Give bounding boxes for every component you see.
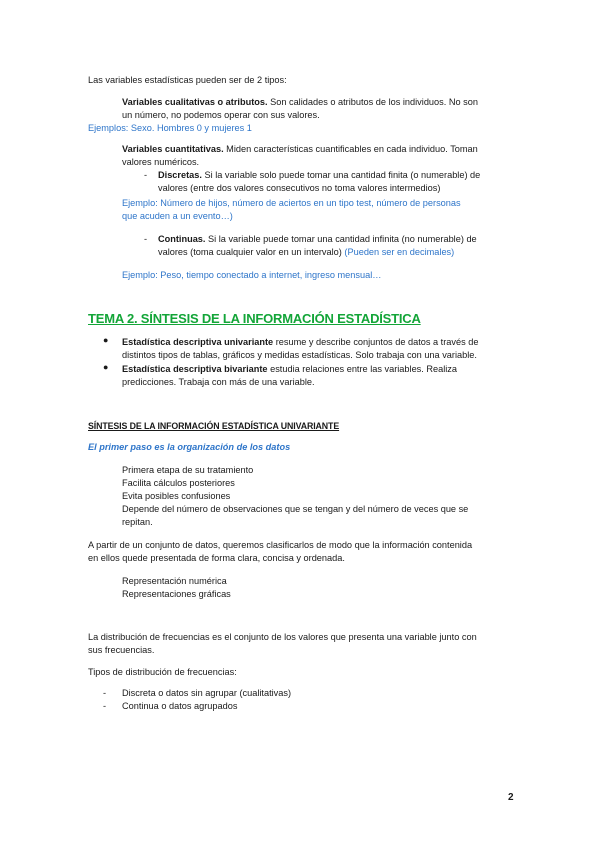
cualitativas-line-2: un número, no podemos operar con sus valores. xyxy=(122,110,320,120)
distribucion-line-2: sus frecuencias. xyxy=(88,645,155,655)
continuas-note: (Pueden ser en decimales) xyxy=(344,247,455,257)
step-item: Evita posibles confusiones xyxy=(122,491,231,501)
cuantitativas-line-1 xyxy=(122,143,478,156)
continuas-title: Continuas. xyxy=(158,234,206,244)
intro-text: Las variables estadísticas pueden ser de 2 tipos: xyxy=(88,75,287,85)
bullet-marker-bivariante: ● xyxy=(103,362,109,372)
continuas-line-2 xyxy=(158,246,454,259)
page-number: 2 xyxy=(508,792,514,803)
bullet-bivariante-line-1 xyxy=(122,363,457,376)
cualitativas-text-1: Son calidades o atributos de los individuos. No son xyxy=(267,97,478,107)
tipo-dash: - xyxy=(103,688,107,698)
sintesis-heading: SÍNTESIS DE LA INFORMACIÓN ESTADÍSTICA UNIVARIANTE xyxy=(88,421,340,431)
discretas-dash: - xyxy=(144,170,148,180)
representacion-item: Representaciones gráficas xyxy=(122,589,231,599)
continuas-dash: - xyxy=(144,234,148,244)
distribucion-line-1: La distribución de frecuencias es el conjunto de los valores que presenta una variable junto con xyxy=(88,632,477,642)
cuantitativas-line-2: valores numéricos. xyxy=(122,157,200,167)
cualitativas-line-1 xyxy=(122,96,478,109)
tipo-item: Discreta o datos sin agrupar (cualitativas) xyxy=(122,688,292,698)
bullet-univariante-line-2: distintos tipos de tablas, gráficos y medidas estadísticas. Solo trabaja con una variable. xyxy=(122,350,477,360)
continuas-text-1: Si la variable puede tomar una cantidad infinita (no numerable) de xyxy=(205,234,477,244)
cuantitativas-title: Variables cuantitativas. xyxy=(122,144,224,154)
sintesis-para-line-1: A partir de un conjunto de datos, queremos clasificarlos de modo que la información contenida xyxy=(88,540,473,550)
discretas-text-1: Si la variable solo puede tomar una cantidad finita (o numerable) de xyxy=(201,170,481,180)
cualitativas-title: Variables cualitativas o atributos. xyxy=(122,97,268,107)
step-item: Depende del número de observaciones que se tengan y del número de veces que se xyxy=(122,504,469,514)
tipos-title: Tipos de distribución de frecuencias: xyxy=(88,667,237,677)
tipo-item: Continua o datos agrupados xyxy=(122,701,238,711)
sintesis-para-line-2: en ellos quede presentada de forma clara, concisa y ordenada. xyxy=(88,553,345,563)
continuas-example: Ejemplo: Peso, tiempo conectado a internet, ingreso mensual… xyxy=(122,270,382,280)
continuas-line-1 xyxy=(158,233,477,246)
tema2-heading: TEMA 2. SÍNTESIS DE LA INFORMACIÓN ESTADÍSTICA xyxy=(88,311,421,326)
bivariante-title: Estadística descriptiva bivariante xyxy=(122,364,268,374)
tipo-dash: - xyxy=(103,701,107,711)
bullet-bivariante-line-2: predicciones. Trabaja con más de una variable. xyxy=(122,377,315,387)
cuantitativas-text-1: Miden características cuantificables en cada individuo. Toman xyxy=(223,144,478,154)
representacion-item: Representación numérica xyxy=(122,576,227,586)
univariante-text-1: resume y describe conjuntos de datos a través de xyxy=(273,337,479,347)
bullet-marker-univariante: ● xyxy=(103,335,109,345)
discretas-title: Discretas. xyxy=(158,170,202,180)
discretas-example-2: que acuden a un evento…) xyxy=(122,211,233,221)
discretas-example-1: Ejemplo: Número de hijos, número de aciertos en un tipo test, número de personas xyxy=(122,198,461,208)
discretas-line-1 xyxy=(158,169,480,182)
cualitativas-example: Ejemplos: Sexo. Hombres 0 y mujeres 1 xyxy=(88,123,252,133)
bivariante-text-1: estudia relaciones entre las variables. Realiza xyxy=(267,364,458,374)
step-item: Facilita cálculos posteriores xyxy=(122,478,235,488)
continuas-text-2: valores (toma cualquier valor en un intervalo) xyxy=(158,247,342,257)
step-item: Primera etapa de su tratamiento xyxy=(122,465,254,475)
step-item: repitan. xyxy=(122,517,153,527)
discretas-line-2: valores (entre dos valores consecutivos no toma valores intermedios) xyxy=(158,183,441,193)
sintesis-subheading: El primer paso es la organización de los datos xyxy=(88,442,291,452)
univariante-title: Estadística descriptiva univariante xyxy=(122,337,274,347)
bullet-univariante-line-1 xyxy=(122,336,478,349)
